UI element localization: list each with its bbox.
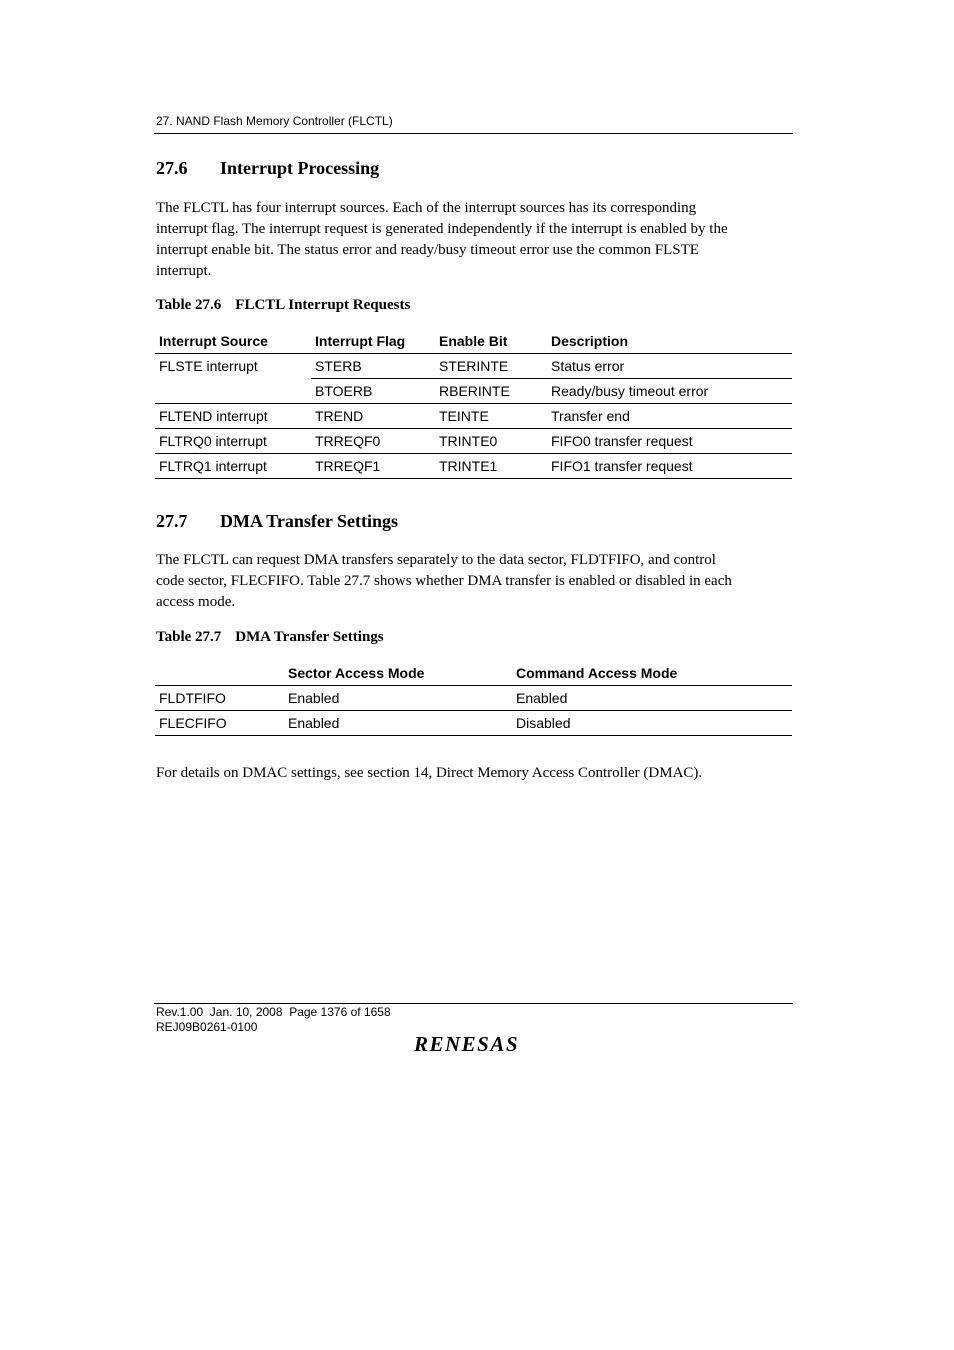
paragraph-line: interrupt enable bit. The status error and ready/busy timeout error use the common FLSTE [156,242,699,258]
section-title: DMA Transfer Settings [220,511,398,531]
table-cell: FIFO1 transfer request [547,454,792,479]
column-header: Enable Bit [435,328,547,354]
table-cell: TEINTE [435,404,547,429]
interrupt-requests-table [155,328,792,479]
table-cell: Enabled [284,711,512,736]
section-heading-27-7 [156,511,398,532]
renesas-logo [412,1032,536,1056]
table-cell: BTOERB [311,379,435,404]
column-header [155,660,284,686]
column-header: Command Access Mode [512,660,792,686]
table-cell: Transfer end [547,404,792,429]
table-cell: TRREQF1 [311,454,435,479]
column-header: Interrupt Flag [311,328,435,354]
table-cell [155,379,311,404]
table-cell: TRREQF0 [311,429,435,454]
section-27-6-paragraph [156,198,786,282]
table-cell: FLTRQ1 interrupt [155,454,311,479]
table-header-row [155,660,792,686]
table-cell: FLTEND interrupt [155,404,311,429]
table-row [155,454,792,479]
table-row [155,429,792,454]
footer-revision: Rev.1.00 Jan. 10, 2008 Page 1376 of 1658 [156,1005,391,1019]
table-cell: STERB [311,354,435,379]
caption-number: Table 27.7 [156,629,222,645]
paragraph-line: For details on DMAC settings, see section 14, Direct Memory Access Controller (DMAC). [156,765,703,781]
table-27-6-caption [156,297,410,314]
running-header: 27. NAND Flash Memory Controller (FLCTL) [156,114,393,128]
paragraph-line: code sector, FLECFIFO. Table 27.7 shows whether DMA transfer is enabled or disabled in each [156,573,732,589]
paragraph-line: interrupt. [156,263,212,279]
table-cell: RBERINTE [435,379,547,404]
table-cell: TRINTE0 [435,429,547,454]
table-row [155,711,792,736]
column-header: Description [547,328,792,354]
closing-paragraph [156,763,786,784]
column-header: Interrupt Source [155,328,311,354]
table-cell: Status error [547,354,792,379]
table-row [155,404,792,429]
table-cell: FLECFIFO [155,711,284,736]
section-27-7-paragraph [156,550,786,613]
table-cell: FLDTFIFO [155,686,284,711]
table-cell: TRINTE1 [435,454,547,479]
table-cell: Enabled [512,686,792,711]
paragraph-line: The FLCTL can request DMA transfers separately to the data sector, FLDTFIFO, and control [156,552,716,568]
paragraph-line: access mode. [156,594,236,610]
footer-doc-code: REJ09B0261-0100 [156,1020,258,1034]
dma-transfer-settings-table [155,660,792,736]
paragraph-line: The FLCTL has four interrupt sources. Each of the interrupt sources has its corresponding [156,200,697,216]
caption-title: DMA Transfer Settings [235,629,384,645]
section-number: 27.7 [156,511,188,531]
table-cell: FLSTE interrupt [159,358,258,375]
table-row [155,354,792,379]
table-cell: TREND [311,404,435,429]
table-row [155,686,792,711]
header-rule [154,133,793,134]
footer-rule [154,1003,793,1004]
table-cell: Enabled [284,686,512,711]
table-header-row [155,328,792,354]
table-cell: FLTRQ0 interrupt [155,429,311,454]
table-cell: Ready/busy timeout error [547,379,792,404]
column-header: Sector Access Mode [284,660,512,686]
section-number: 27.6 [156,158,188,178]
table-row [155,379,792,404]
caption-title: FLCTL Interrupt Requests [235,297,411,313]
table-cell: Disabled [512,711,792,736]
section-title: Interrupt Processing [220,158,380,178]
table-cell: FIFO0 transfer request [547,429,792,454]
table-27-7-caption [156,629,384,646]
caption-number: Table 27.6 [156,297,222,313]
table-cell: STERINTE [435,354,547,379]
paragraph-line: interrupt flag. The interrupt request is generated independently if the interrupt is enabled by the [156,221,728,237]
logo-text: RENESAS [414,1032,520,1056]
section-heading-27-6 [156,158,379,179]
